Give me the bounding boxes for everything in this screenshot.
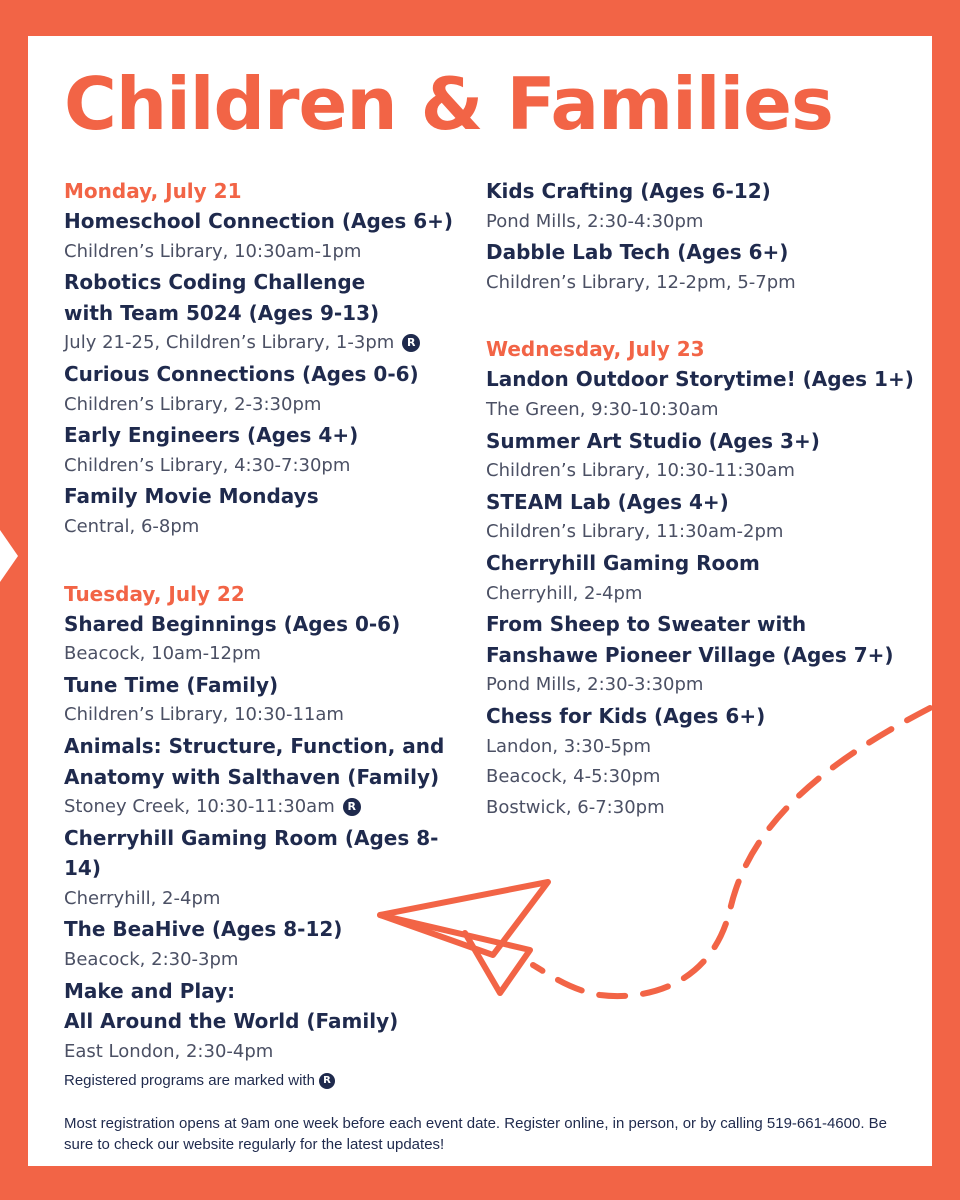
event-detail-text: The Green, 9:30-10:30am xyxy=(486,398,719,420)
event-detail-text: Children’s Library, 11:30am-2pm xyxy=(486,521,784,543)
right-column xyxy=(486,176,926,823)
footer-info: Most registration opens at 9am one week before each event date. Register online, in person, or by calling 519-661-4600. Be sure to check our website regularly for the latest updates! xyxy=(64,1115,888,1153)
event-detail xyxy=(64,328,474,359)
event-detail-text: Pond Mills, 2:30-4:30pm xyxy=(486,210,704,232)
event-title: Chess for Kids (Ages 6+) xyxy=(486,703,766,728)
event-detail-text: Central, 6-8pm xyxy=(64,515,200,537)
event-title: Make and Play: All Around the World (Family) xyxy=(64,978,399,1034)
event-title: Cherryhill Gaming Room xyxy=(486,550,760,575)
event-detail-text: Beacock, 10am-12pm xyxy=(64,643,261,665)
event-detail xyxy=(64,945,474,976)
event-detail xyxy=(64,792,474,823)
event-title: The BeaHive (Ages 8-12) xyxy=(64,917,343,942)
event-detail xyxy=(486,207,926,238)
event-detail-text: Beacock, 2:30-3pm xyxy=(64,949,239,971)
day-heading: Wednesday, July 23 xyxy=(486,337,705,362)
event-detail-text: Beacock, 4-5:30pm xyxy=(486,766,661,788)
event-detail xyxy=(486,762,926,793)
event-detail-text: July 21-25, Children’s Library, 1-3pm xyxy=(64,332,395,354)
event-detail-text: Landon, 3:30-5pm xyxy=(486,735,652,757)
registration-icon: R xyxy=(343,798,361,816)
event-detail xyxy=(486,670,926,701)
event-title: Kids Crafting (Ages 6-12) xyxy=(486,179,771,203)
event-detail xyxy=(64,237,474,268)
event-detail xyxy=(64,1037,474,1068)
day-heading: Tuesday, July 22 xyxy=(64,581,245,606)
day-heading: Monday, July 21 xyxy=(64,179,242,203)
event-detail xyxy=(486,395,926,426)
event-detail-text: Cherryhill, 2-4pm xyxy=(486,582,643,604)
registration-icon: R xyxy=(402,334,420,352)
registered-note xyxy=(64,1071,335,1091)
event-title: Curious Connections (Ages 0-6) xyxy=(64,361,419,386)
event-detail xyxy=(486,517,926,548)
event-detail-text: Children’s Library, 2-3:30pm xyxy=(64,393,322,415)
event-title: Animals: Structure, Function, and Anatomy with Salthaven (Family) xyxy=(64,733,445,789)
registered-note-text: Registered programs are marked with xyxy=(64,1072,315,1089)
event-detail-text: Children’s Library, 4:30-7:30pm xyxy=(64,454,351,476)
edge-notch-decoration xyxy=(0,530,18,582)
event-detail xyxy=(64,639,474,670)
event-detail xyxy=(486,732,926,763)
event-title: Robotics Coding Challenge with Team 5024 (Ages 9-13) xyxy=(64,270,380,325)
event-detail xyxy=(486,456,926,487)
event-detail xyxy=(64,700,474,731)
registration-icon: R xyxy=(319,1073,335,1089)
event-title: Homeschool Connection (Ages 6+) xyxy=(64,209,454,233)
event-detail-text: Children’s Library, 10:30-11:30am xyxy=(486,460,795,482)
event-title: From Sheep to Sweater with Fanshawe Pioneer Village (Ages 7+) xyxy=(486,612,894,667)
event-title: Cherryhill Gaming Room (Ages 8-14) xyxy=(64,825,439,881)
event-detail xyxy=(64,884,474,915)
event-detail-text: Children’s Library, 10:30am-1pm xyxy=(64,240,362,262)
event-detail-text: East London, 2:30-4pm xyxy=(64,1040,274,1062)
flyer-card xyxy=(28,36,932,1166)
event-title: Family Movie Mondays xyxy=(64,484,319,509)
event-detail-text: Cherryhill, 2-4pm xyxy=(64,887,221,909)
left-column xyxy=(64,176,474,1067)
event-title: Early Engineers (Ages 4+) xyxy=(64,423,359,448)
event-title: STEAM Lab (Ages 4+) xyxy=(486,489,729,514)
event-detail-text: Pond Mills, 2:30-3:30pm xyxy=(486,674,704,696)
event-detail xyxy=(486,268,926,299)
event-detail-text: Children’s Library, 12-2pm, 5-7pm xyxy=(486,271,796,293)
event-title: Shared Beginnings (Ages 0-6) xyxy=(64,611,401,636)
event-title: Landon Outdoor Storytime! (Ages 1+) xyxy=(486,367,914,392)
event-title: Tune Time (Family) xyxy=(64,672,279,697)
event-title: Dabble Lab Tech (Ages 6+) xyxy=(486,240,789,265)
event-detail xyxy=(64,451,474,482)
event-title: Summer Art Studio (Ages 3+) xyxy=(486,428,820,453)
page-title: Children & Families xyxy=(64,62,833,146)
event-detail xyxy=(64,390,474,421)
event-detail xyxy=(64,512,474,543)
event-detail-text: Children’s Library, 10:30-11am xyxy=(64,704,344,726)
event-detail xyxy=(486,793,926,824)
event-detail-text: Stoney Creek, 10:30-11:30am xyxy=(64,796,335,818)
event-detail-text: Bostwick, 6-7:30pm xyxy=(486,796,665,818)
event-detail xyxy=(486,579,926,610)
